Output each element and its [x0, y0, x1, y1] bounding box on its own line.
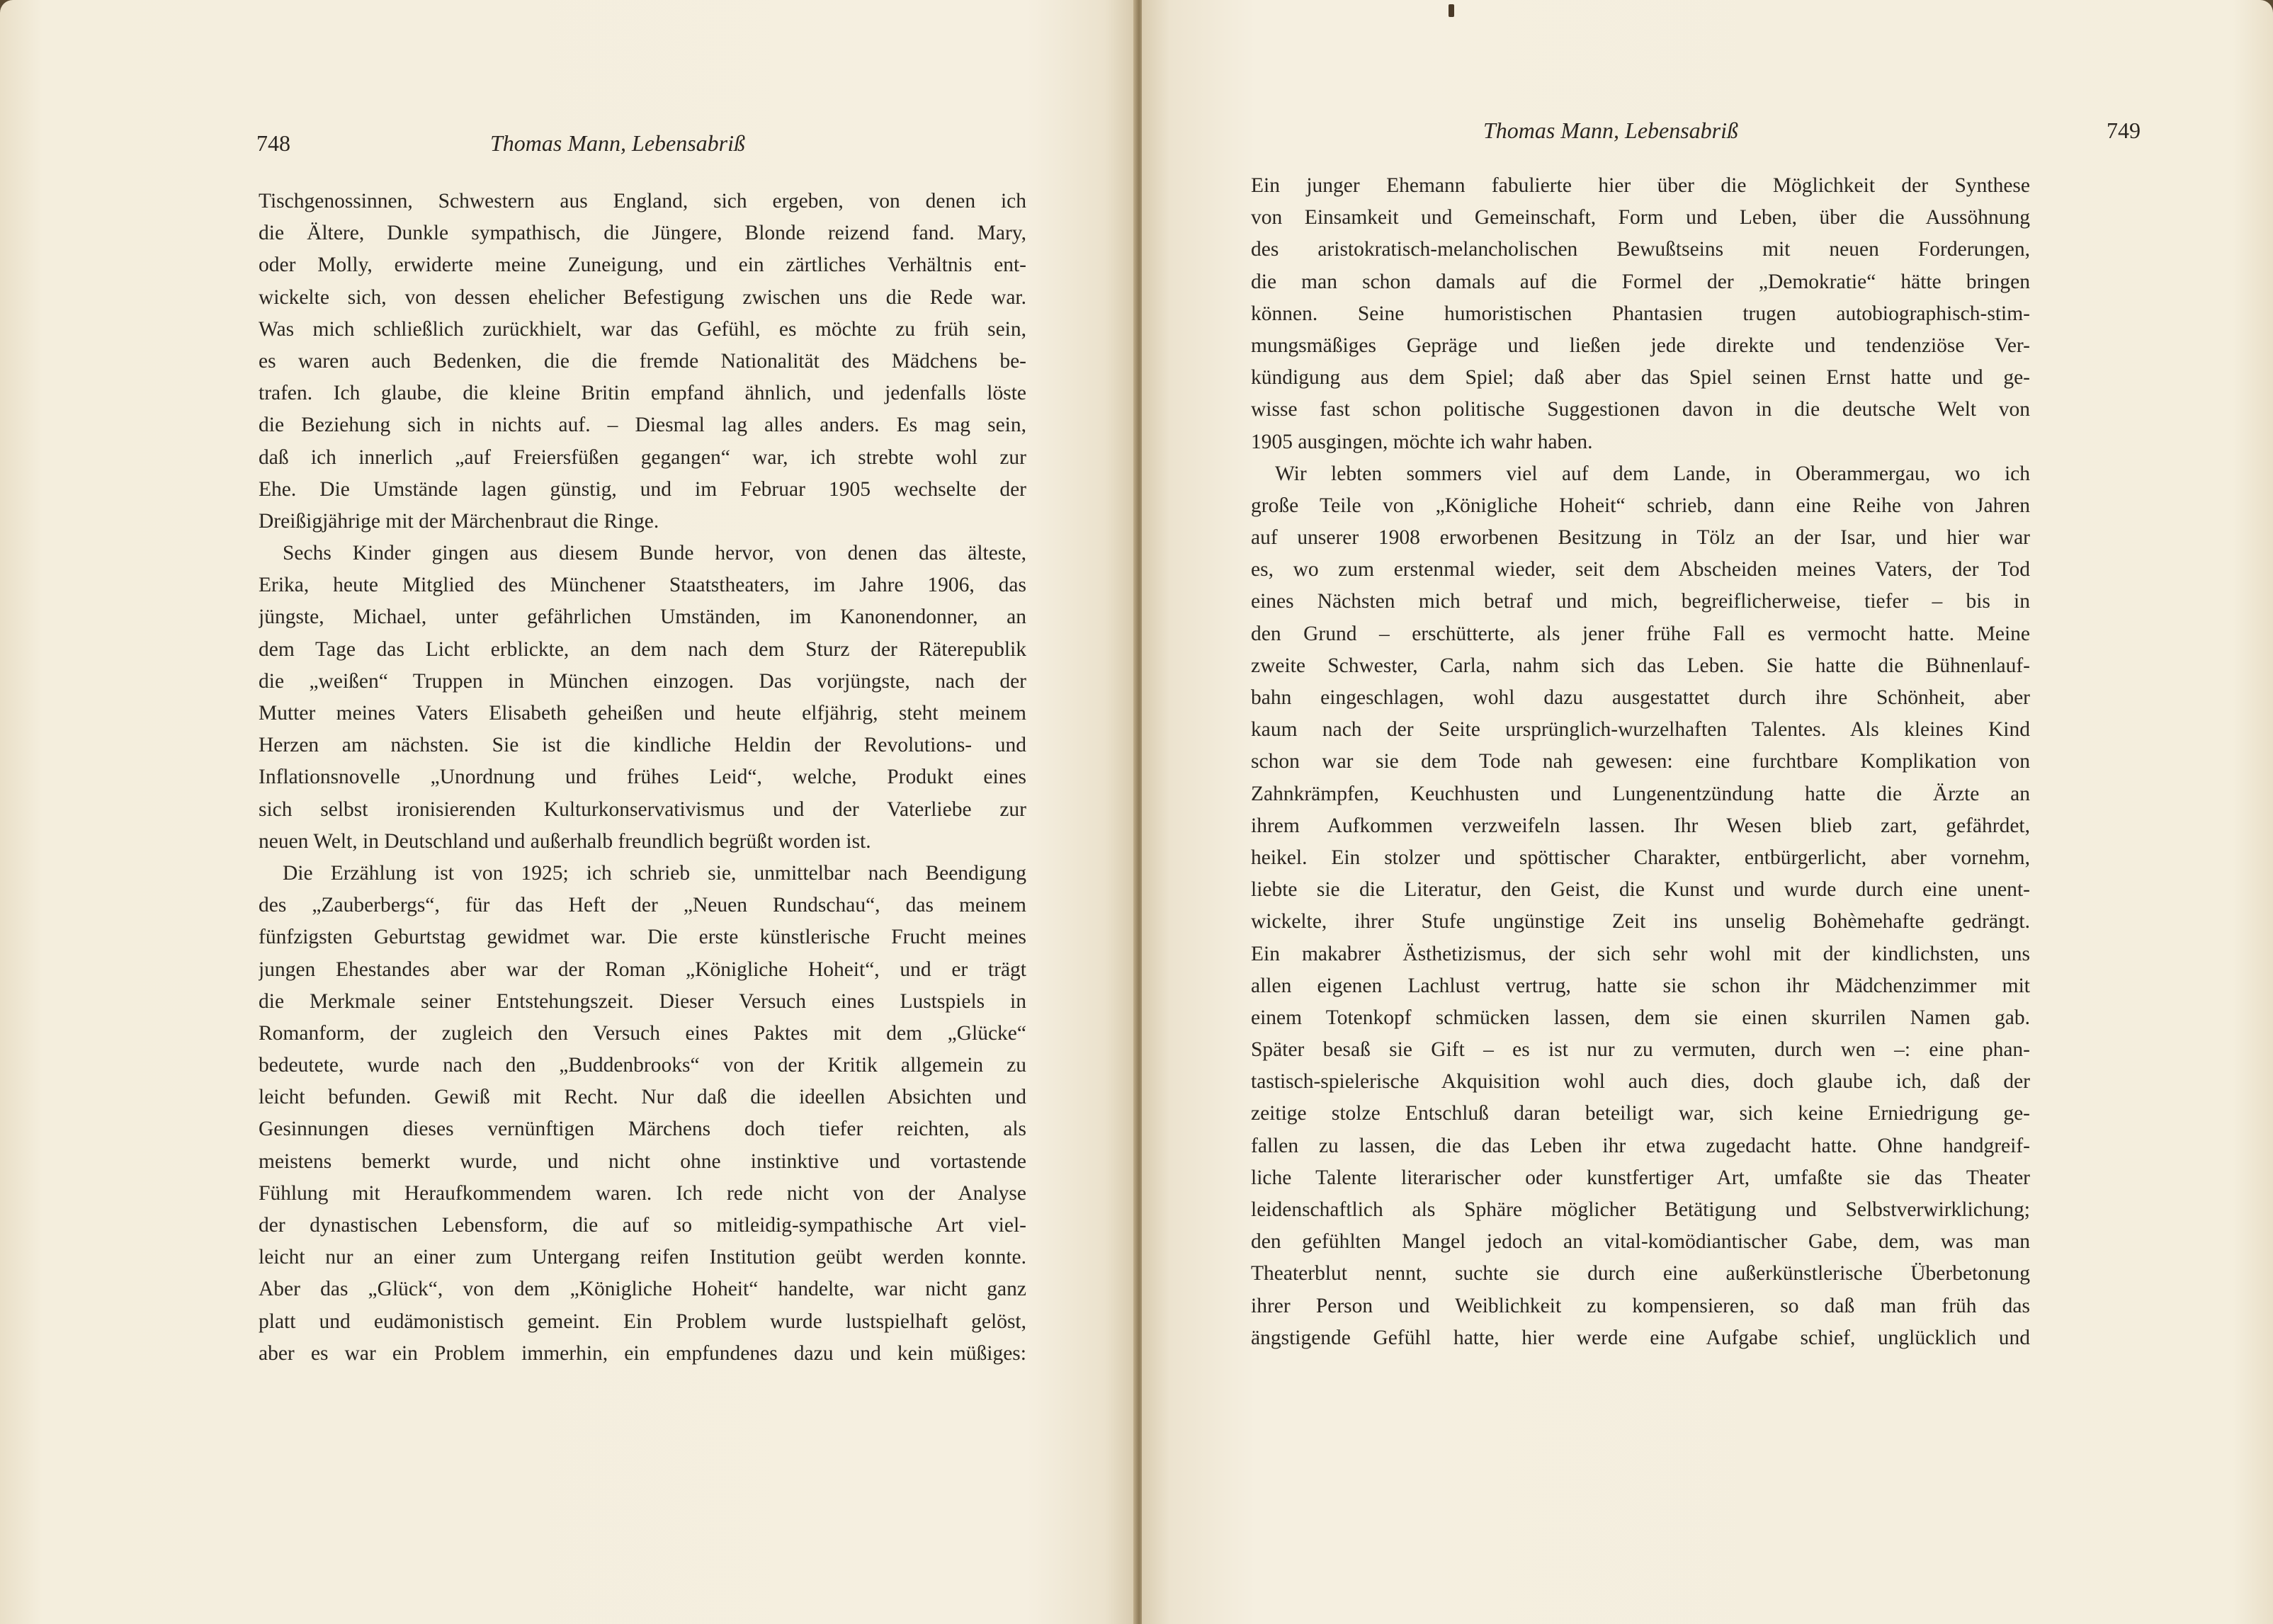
running-title-left: Thomas Mann, Lebensabriß [490, 130, 746, 156]
paragraph [259, 186, 1026, 538]
text-line: jüngste, Michael, unter gefährlichen Umständen, im Kanonendonner, an [259, 606, 1026, 629]
text-line: die Beziehung sich in nichts auf. – Diesmal lag alles anders. Es mag sein, [259, 414, 1026, 437]
text-line: kaum nach der Seite ursprünglich-wurzelhaften Talentes. Als kleines Kind [1251, 718, 2030, 742]
text-line: wickelte, ihrer Stufe ungünstige Zeit ins unselig Bohèmehafte gedrängt. [1251, 910, 2030, 933]
text-line: leicht befunden. Gewiß mit Recht. Nur daß die ideellen Absichten und [259, 1086, 1026, 1109]
text-line: die „weißen“ Truppen in München einzogen. Das vorjüngste, nach der [259, 669, 1026, 693]
text-line: ihrer Person und Weiblichkeit zu kompensieren, so daß man früh das [1251, 1294, 2030, 1317]
text-line: Was mich schließlich zurückhielt, war das Gefühl, es möchte zu früh sein, [259, 317, 1026, 341]
page-number-right: 749 [2107, 118, 2141, 143]
paragraph [259, 538, 1026, 858]
text-line: trafen. Ich glaube, die kleine Britin empfand ähnlich, und jedenfalls löste [259, 382, 1026, 405]
text-line: Inflationsnovelle „Unordnung und frühes Leid“, welche, Produkt eines [259, 766, 1026, 789]
text-line: Wir lebten sommers viel auf dem Lande, in Oberammergau, wo ich [1275, 462, 2030, 485]
running-title-right: Thomas Mann, Lebensabriß [1483, 118, 1739, 143]
text-line: 1905 ausgingen, möchte ich wahr haben. [1251, 430, 1593, 453]
text-line: zeitige stolze Entschluß daran beteiligt war, sich keine Erniedrigung ge- [1251, 1102, 2030, 1125]
right-page-text [1251, 170, 2030, 1354]
text-line: oder Molly, erwiderte meine Zuneigung, und ein zärtliches Verhältnis ent- [259, 254, 1026, 277]
text-line: daß ich innerlich „auf Freiersfüßen gegangen“ war, ich strebte wohl zur [259, 445, 1026, 469]
text-line: auf unserer 1908 erworbenen Besitzung in Tölz an der Isar, und hier war [1251, 526, 2030, 550]
text-line: des aristokratisch-melancholischen Bewußtseins mit neuen Forderungen, [1251, 238, 2030, 261]
text-line: zweite Schwester, Carla, nahm sich das Leben. Sie hatte die Bühnenlauf- [1251, 654, 2030, 677]
paragraph [1251, 170, 2030, 458]
text-line: Romanform, der zugleich den Versuch eines Paktes mit dem „Glücke“ [259, 1021, 1026, 1045]
text-line: die Ältere, Dunkle sympathisch, die Jüngere, Blonde reizend fand. Mary, [259, 222, 1026, 245]
text-line: sich selbst ironisierenden Kulturkonservativismus und der Vaterliebe zur [259, 797, 1026, 821]
text-line: Die Erzählung ist von 1925; ich schrieb sie, unmittelbar nach Beendigung [283, 861, 1026, 885]
text-line: große Teile von „Königliche Hoheit“ schrieb, dann eine Reihe von Jahren [1251, 494, 2030, 517]
text-line: den gefühlten Mangel jedoch an vital-komödiantischer Gabe, dem, was man [1251, 1230, 2030, 1254]
text-line: einem Totenkopf schmücken lassen, dem sie einen skurrilen Namen gab. [1251, 1006, 2030, 1029]
text-line: neuen Welt, in Deutschland und außerhalb freundlich begrüßt worden ist. [259, 829, 871, 853]
text-line: des „Zauberbergs“, für das Heft der „Neuen Rundschau“, das meinem [259, 894, 1026, 917]
text-line: jungen Ehestandes aber war der Roman „Königliche Hoheit“, und er trägt [259, 958, 1026, 981]
text-line: kündigung aus dem Spiel; daß aber das Spiel seinen Ernst hatte und ge- [1251, 366, 2030, 390]
left-page-text [259, 186, 1026, 1370]
text-line: heikel. Ein stolzer und spöttischer Charakter, entbürgerlicht, aber vornehm, [1251, 846, 2030, 869]
text-line: den Grund – erschütterte, als jener frühe Fall es vermocht hatte. Meine [1251, 622, 2030, 645]
text-line: fallen zu lassen, die das Leben ihr etwa zugedacht hatte. Ohne handgreif- [1251, 1134, 2030, 1157]
text-line: mungsmäßiges Gepräge und ließen jede direkte und tendenziöse Ver- [1251, 334, 2030, 357]
text-line: fünfzigsten Geburtstag gewidmet war. Die erste künstlerische Frucht meines [259, 926, 1026, 949]
text-line: Tischgenossinnen, Schwestern aus England, sich ergeben, von denen ich [259, 190, 1026, 212]
text-line: Theaterblut nennt, suchte sie durch eine außerkünstlerische Überbetonung [1251, 1262, 2030, 1285]
text-line: Zahnkrämpfen, Keuchhusten und Lungenentzündung hatte die Ärzte an [1251, 782, 2030, 805]
text-line: der dynastischen Lebensform, die auf so mitleidig-sympathische Art viel- [259, 1214, 1026, 1237]
text-line: es, wo zum erstenmal wieder, seit dem Abscheiden meines Vaters, der Tod [1251, 558, 2030, 581]
right-page [1142, 0, 2273, 1624]
text-line: Sechs Kinder gingen aus diesem Bunde hervor, von denen das älteste, [283, 542, 1026, 565]
text-line: Später besaß sie Gift – es ist nur zu vermuten, durch wen –: eine phan- [1251, 1038, 2030, 1062]
text-line: bedeutete, wurde nach den „Buddenbrooks“ von der Kritik allgemein zu [259, 1054, 1026, 1077]
text-line: wisse fast schon politische Suggestionen davon in die deutsche Welt von [1251, 398, 2030, 421]
text-line: Ein makabrer Ästhetizismus, der sich sehr wohl mit der kindlichsten, uns [1251, 942, 2030, 965]
ink-mark [1449, 4, 1454, 17]
text-line: platt und eudämonistisch gemeint. Ein Problem wurde lustspielhaft gelöst, [259, 1310, 1026, 1333]
text-line: tastisch-spielerische Akquisition wohl auch dies, doch glaube ich, daß der [1251, 1070, 2030, 1094]
text-line: ihrem Aufkommen verzweifeln lassen. Ihr Wesen blieb zart, gefährdet, [1251, 814, 2030, 837]
text-line: Gesinnungen dieses vernünftigen Märchens doch tiefer reichten, als [259, 1118, 1026, 1141]
text-line: liche Talente literarischer oder kunstfertiger Art, umfaßte sie das Theater [1251, 1166, 2030, 1189]
text-line: leicht nur an einer zum Untergang reifen Institution geübt werden konnte. [259, 1246, 1026, 1269]
text-line: leidenschaftlich als Sphäre möglicher Betätigung und Selbstverwirklichung; [1251, 1198, 2030, 1221]
right-running-head [1483, 116, 2170, 144]
page-number-left: 748 [256, 130, 290, 156]
text-line: von Einsamkeit und Gemeinschaft, Form und Leben, über die Aussöhnung [1251, 206, 2030, 229]
text-line: bahn eingeschlagen, wohl dazu ausgestattet durch ihre Schönheit, aber [1251, 686, 2030, 709]
text-line: Mutter meines Vaters Elisabeth geheißen und heute elfjährig, steht meinem [259, 702, 1026, 725]
text-line: Ein junger Ehemann fabulierte hier über die Möglichkeit der Synthese [1251, 174, 2030, 197]
text-line: schon war sie dem Tode nah gewesen: eine furchtbare Komplikation von [1251, 750, 2030, 773]
paragraph [1251, 458, 2030, 1354]
text-line: dem Tage das Licht erblickte, an dem nach dem Sturz der Räterepublik [259, 637, 1026, 661]
paragraph [259, 858, 1026, 1370]
text-line: meistens bemerkt wurde, und nicht ohne instinktive und vortastende [259, 1149, 1026, 1173]
text-line: es waren auch Bedenken, die die fremde Nationalität des Mädchens be- [259, 349, 1026, 373]
text-line: Erika, heute Mitglied des Münchener Staatstheaters, im Jahre 1906, das [259, 574, 1026, 597]
text-line: die man schon damals auf die Formel der „Demokratie“ hätte bringen [1251, 270, 2030, 293]
text-line: ängstigende Gefühl hatte, hier werde eine Aufgabe schief, unglücklich und [1251, 1326, 2030, 1349]
text-line: können. Seine humoristischen Phantasien trugen autobiographisch-stim- [1251, 302, 2030, 325]
text-line: Dreißigjährige mit der Märchenbraut die Ringe. [259, 509, 659, 533]
left-running-head [256, 129, 1028, 157]
text-line: die Merkmale seiner Entstehungszeit. Dieser Versuch eines Lustspiels in [259, 989, 1026, 1013]
text-line: liebte sie die Literatur, den Geist, die Kunst und wurde durch eine unent- [1251, 878, 2030, 902]
text-line: wickelte sich, von dessen ehelicher Befestigung zwischen uns die Rede war. [259, 285, 1026, 309]
text-line: Herzen am nächsten. Sie ist die kindliche Heldin der Revolutions- und [259, 734, 1026, 757]
text-line: Ehe. Die Umstände lagen günstig, und im Februar 1905 wechselte der [259, 477, 1026, 501]
text-line: Fühlung mit Heraufkommendem waren. Ich rede nicht von der Analyse [259, 1181, 1026, 1205]
text-line: Aber das „Glück“, von dem „Königliche Hoheit“ handelte, war nicht ganz [259, 1278, 1026, 1301]
left-page [0, 0, 1136, 1624]
text-line: eines Nächsten mich betraf und mich, begreiflicherweise, tiefer – bis in [1251, 590, 2030, 613]
text-line: allen eigenen Lachlust vertrug, hatte sie schon ihr Mädchenzimmer mit [1251, 974, 2030, 997]
text-line: aber es war ein Problem immerhin, ein empfundenes dazu und kein müßiges: [259, 1341, 1026, 1365]
